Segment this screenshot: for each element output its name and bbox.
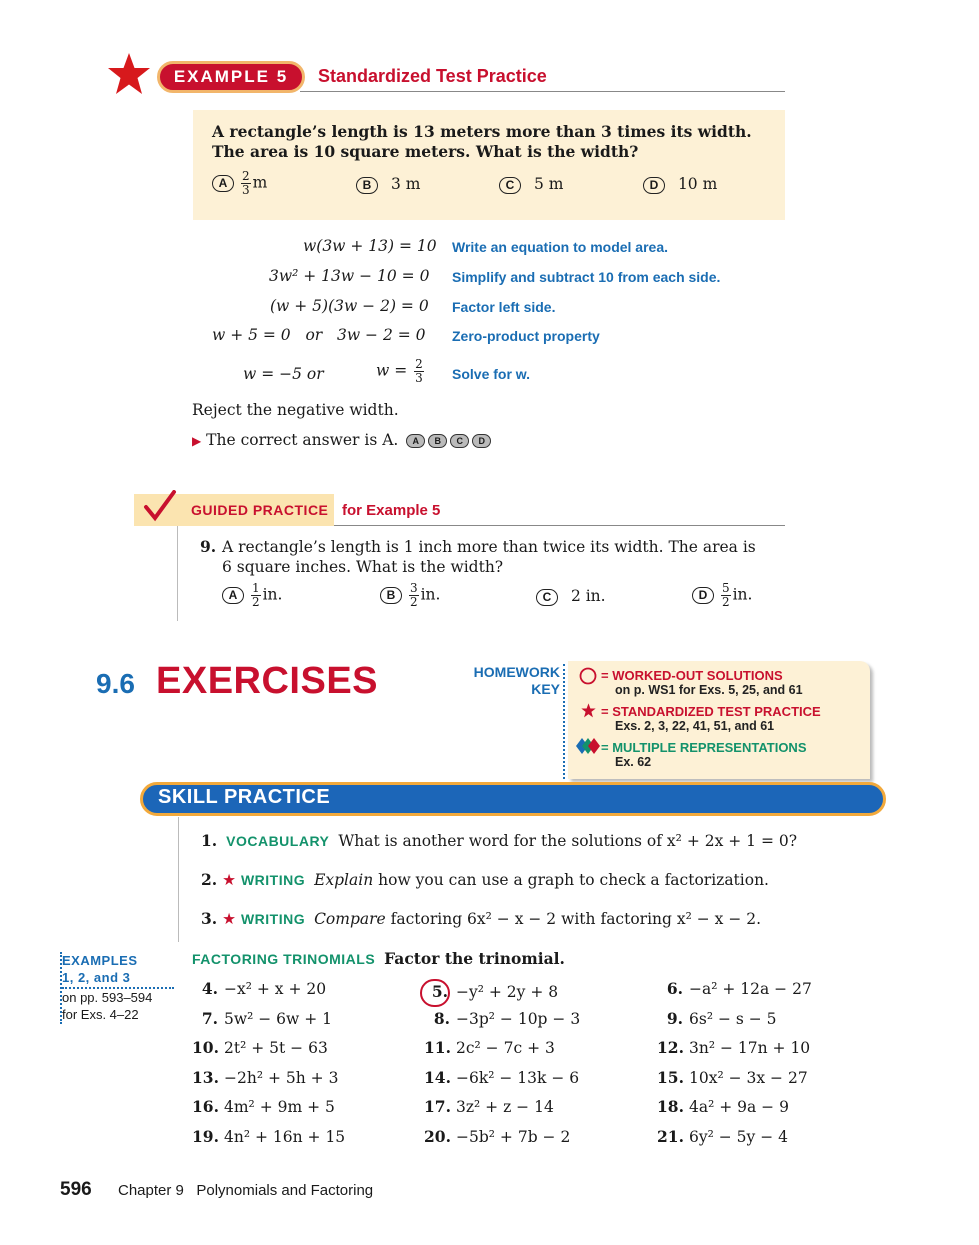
worked-out-circle: 5.: [420, 979, 450, 1007]
exercise-11: 11. 2c² − 7c + 3: [424, 1038, 555, 1058]
exercise-21: 21. 6y² − 5y − 4: [657, 1127, 788, 1146]
guided-problem: A rectangle’s length is 1 inch more than twice its width. The area is 6 square inches. What is the width?: [222, 538, 756, 576]
exercise-7: 7. 5w² − 6w + 1: [201, 1008, 333, 1028]
exercise-1: 1. VOCABULARY What is another word for the solutions of x² + 2x + 1 = 0?: [201, 831, 798, 850]
guided-practice-for: for Example 5: [342, 502, 441, 519]
choice-letter: A: [212, 175, 234, 192]
exercise-5: 5. −y² + 2y + 8: [424, 979, 558, 1007]
step-3: (w + 5)(3w − 2) = 0: [270, 297, 429, 315]
triangle-icon: ▶: [192, 434, 202, 448]
guided-choice-b: B $\frac{3}{2}$ in.: [380, 582, 440, 609]
step-4: w + 5 = 0 or 3w − 2 = 0: [212, 326, 426, 344]
section-title: EXERCISES: [156, 660, 379, 702]
diamonds-icon: [576, 738, 600, 754]
dotted-divider: [62, 987, 174, 989]
exercise-2: 2. ★ WRITING Explain how you can use a graph to check a factorization.: [201, 870, 769, 889]
key-standardized-sub: Exs. 2, 3, 22, 41, 51, and 61: [615, 719, 775, 733]
star-icon: ★: [222, 871, 237, 889]
star-icon: ★: [222, 910, 237, 928]
choice-letter: D: [643, 177, 665, 194]
star-icon: [581, 703, 596, 718]
exercise-19: 19. 4n² + 16n + 15: [192, 1127, 346, 1146]
exercise-6: 6. −a² + 12a − 27: [666, 979, 812, 998]
exercise-10: 10. 2t² + 5t − 63: [192, 1038, 328, 1058]
key-worked-out: = WORKED-OUT SOLUTIONS: [601, 668, 783, 683]
exercise-15: 15. 10x² − 3x − 27: [657, 1067, 808, 1087]
key-multiple: = MULTIPLE REPRESENTATIONS: [601, 740, 807, 755]
exercise-20: 20. −5b² + 7b − 2: [424, 1127, 571, 1146]
section-number: 9.6: [96, 668, 135, 699]
choice-letter: C: [499, 177, 521, 194]
question-number: 9.: [200, 537, 217, 556]
guided-practice-label: GUIDED PRACTICE: [191, 502, 329, 518]
key-standardized: = STANDARDIZED TEST PRACTICE: [601, 704, 821, 719]
example-title: Standardized Test Practice: [318, 66, 547, 86]
example-badge: EXAMPLE 5: [157, 61, 305, 93]
footer-text: Chapter 9 Polynomials and Factoring: [118, 1182, 374, 1199]
factoring-heading: FACTORING TRINOMIALS Factor the trinomial.: [192, 949, 565, 968]
choice-c: C 5 m: [499, 175, 563, 194]
guided-choice-d: D $\frac{5}{2}$ in.: [692, 582, 752, 609]
divider: [178, 817, 179, 942]
exercise-16: 16. 4m² + 9m + 5: [192, 1097, 335, 1117]
choice-b: B 3 m: [356, 175, 420, 194]
choice-d: D 10 m: [643, 175, 717, 194]
page-number: 596: [60, 1179, 92, 1200]
divider: [334, 525, 785, 526]
exercise-17: 17. 3z² + z − 14: [424, 1097, 554, 1117]
divider: [300, 91, 785, 92]
skill-practice-title: SKILL PRACTICE: [158, 786, 331, 808]
exercise-3: 3. ★ WRITING Compare factoring 6x² − x − 2 with factoring x² − x − 2.: [201, 909, 762, 928]
examples-reference: EXAMPLES 1, 2, and 3 on pp. 593–594 for Exs. 4–22: [62, 953, 153, 1022]
divider: [177, 526, 178, 621]
key-worked-out-sub: on p. WS1 for Exs. 5, 25, and 61: [615, 683, 803, 697]
exercise-13: 13. −2h² + 5h + 3: [192, 1067, 339, 1087]
step-2-note: Simplify and subtract 10 from each side.: [452, 269, 721, 285]
step-4-note: Zero-product property: [452, 328, 600, 344]
choice-letter: B: [356, 177, 378, 194]
exercise-9: 9. 6s² − s − 5: [666, 1008, 777, 1028]
checkmark-icon: [143, 490, 177, 522]
fraction: $\frac{2}{3}$: [241, 169, 250, 197]
circle-icon: [579, 667, 597, 685]
exercise-4: 4. −x² + x + 20: [201, 979, 327, 998]
reject-text: Reject the negative width.: [192, 401, 399, 419]
step-5-right: w = $\frac{2}{3}$: [376, 357, 423, 385]
step-5-left: w = −5 or: [243, 365, 324, 383]
step-2: 3w² + 13w − 10 = 0: [269, 267, 430, 285]
exercise-14: 14. −6k² − 13k − 6: [424, 1067, 580, 1087]
answer-line: ▶ The correct answer is A. A B C D: [192, 431, 491, 449]
exercise-8: 8. −3p² − 10p − 3: [433, 1008, 581, 1028]
problem-text: A rectangle’s length is 13 meters more than 3 times its width. The area is 10 square meters. What is the width?: [212, 122, 752, 161]
choice-a: A $\frac{2}{3}$ m: [212, 170, 267, 197]
key-multiple-sub: Ex. 62: [615, 755, 652, 769]
exercise-12: 12. 3n² − 17n + 10: [657, 1038, 811, 1058]
exercise-18: 18. 4a² + 9a − 9: [657, 1097, 789, 1117]
guided-choice-c: C 2 in.: [536, 587, 606, 606]
step-5-note: Solve for w.: [452, 366, 531, 382]
homework-key-label: HOMEWORK KEY: [473, 664, 560, 697]
red-star-icon: [107, 52, 151, 96]
step-1: w(3w + 13) = 10: [303, 237, 437, 255]
step-1-note: Write an equation to model area.: [452, 239, 669, 255]
step-3-note: Factor left side.: [452, 299, 556, 315]
guided-choice-a: A $\frac{1}{2}$ in.: [222, 582, 282, 609]
dotted-divider: [563, 664, 565, 779]
